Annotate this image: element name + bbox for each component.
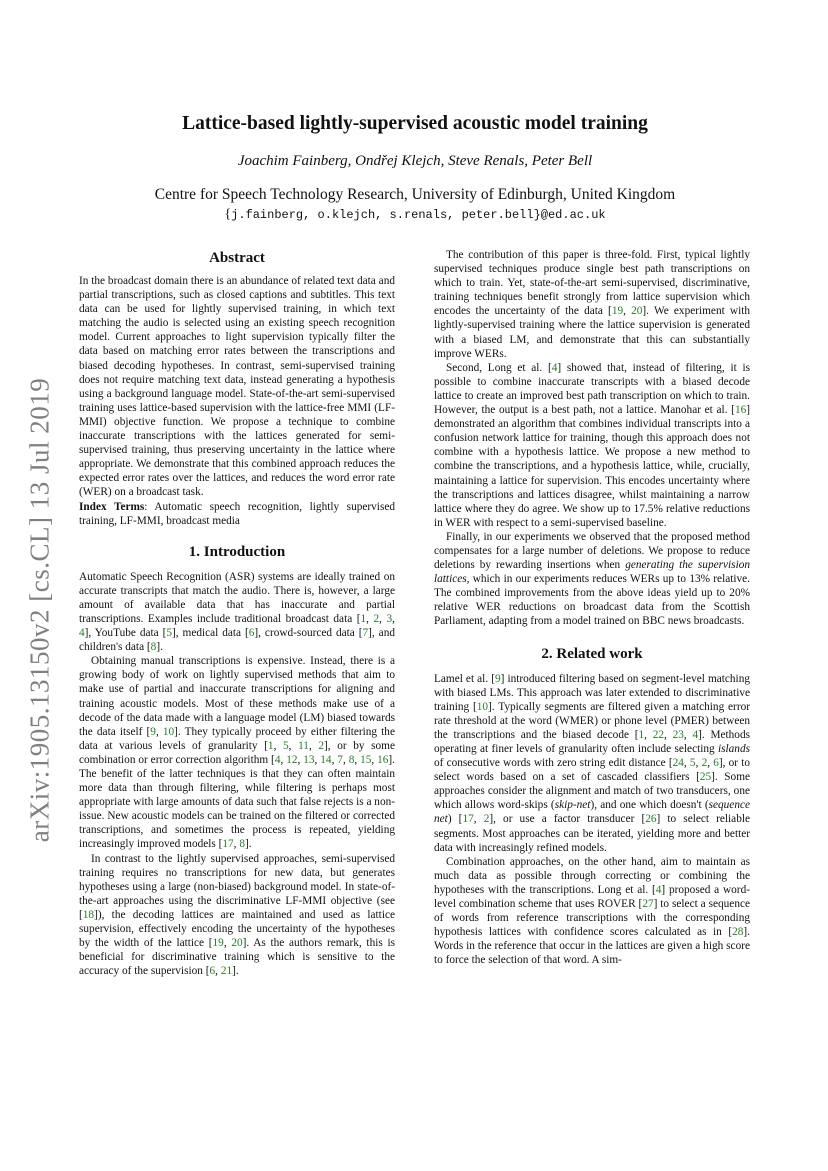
text-run: ]. They typically proceed by either filtering the data at various levels of granularity [ — [79, 725, 395, 752]
arxiv-identifier-text: arXiv:1905.13150v2 [cs.CL] 13 Jul 2019 — [24, 377, 55, 843]
index-terms-text: : Automatic speech recognition, lightly supervised training, LF-MMI, broadcast media — [79, 500, 395, 527]
text-run: , — [288, 739, 299, 752]
citation-link[interactable]: 25 — [699, 771, 712, 784]
related-work-paragraph-2 — [434, 855, 750, 968]
text-run: ] to select a sequence of words from reference transcriptions with the corresponding hypothesis lattices with confidence scores calculated as in [ — [434, 898, 750, 939]
text-run: ]. We experiment with lightly-supervised training where the lattice supervision is generated with a biased LM, and demonstrate that this can substantially improve WERs. — [434, 305, 750, 360]
author-list: Joachim Fainberg, Ondřej Klejch, Steve Renals, Peter Bell — [237, 153, 593, 169]
emails-open-brace: { — [224, 207, 232, 222]
citation-link[interactable]: 24 — [672, 757, 684, 770]
citation-link[interactable]: 5 — [166, 627, 173, 640]
text-run: ], and children's data [ — [79, 627, 395, 654]
text-run: The contribution of this paper is three-fold. First, typical lightly supervised techniques produce single best path transcriptions on which to train. Yet, state-of-the-art semi-supervised, discriminative, training techniques benefit strongly from lattice supervision which encodes the uncertainty of the data [ — [434, 249, 750, 318]
text-run: , — [366, 612, 374, 625]
text-run: ) [ — [447, 813, 463, 826]
text-run: , — [623, 305, 632, 318]
citation-link[interactable]: 9 — [494, 672, 501, 685]
citation-link[interactable]: 4 — [692, 728, 699, 741]
citation-link[interactable]: 8 — [239, 838, 245, 851]
text-run: , — [664, 728, 673, 741]
text-run: ]. The benefit of the latter techniques is that they can often maintain more data than through filtering, while filtering is perhaps most appropriate with large amounts of data such that false rejects is a non-issue. New acoustic models can be trained on the filtered or corrected transcriptions, and sometimes the process is repeated, yielding increasingly improved models [ — [79, 753, 395, 851]
citation-link[interactable]: 6 — [713, 757, 719, 770]
citation-link[interactable]: 2 — [318, 739, 325, 752]
text-run: ], crowd-sourced data [ — [254, 627, 363, 640]
citation-link[interactable]: 2 — [701, 757, 708, 770]
citation-link[interactable]: 11 — [298, 739, 309, 752]
text-run: , — [683, 728, 693, 741]
arxiv-identifier-stamp — [20, 375, 60, 845]
text-run: , — [308, 739, 319, 752]
text-run: ]. Methods operating at finer levels of granularity often include selecting — [434, 728, 750, 755]
affiliation: Centre for Speech Technology Research, University of Edinburgh, United Kingdom — [154, 186, 676, 203]
text-run: ]. — [232, 965, 239, 978]
citation-link[interactable]: 19 — [611, 305, 624, 318]
emphasized-text: generating the supervision lattices — [434, 559, 751, 586]
abstract-heading: Abstract — [209, 250, 265, 266]
paper-header — [70, 110, 760, 223]
citation-link[interactable]: 26 — [645, 813, 657, 826]
text-run: ], medical data [ — [172, 627, 249, 640]
text-run: ], YouTube data [ — [84, 627, 167, 640]
citation-link[interactable]: 7 — [362, 627, 369, 640]
citation-link[interactable]: 1 — [267, 739, 274, 752]
citation-link[interactable]: 20 — [231, 937, 243, 950]
text-run: ] proposed a word-level combination scheme that uses ROVER [ — [434, 883, 750, 911]
third-contribution-paragraph — [434, 530, 750, 629]
index-terms — [79, 500, 395, 528]
citation-link[interactable]: 10 — [476, 700, 489, 713]
index-terms-label: Index Terms — [79, 500, 145, 513]
text-run: , — [331, 753, 338, 766]
text-run: Finally, in our experiments we observed that the proposed method compensates for a large number of deletions. We propose to reduce deletions by rewarding insertions when — [434, 530, 750, 572]
citation-link[interactable]: 20 — [631, 305, 643, 318]
citation-link[interactable]: 28 — [732, 926, 744, 939]
citation-link[interactable]: 19 — [212, 937, 224, 950]
text-run: ]. Words in the reference that occur in the lattices are given a high score to force the selection of that word. A sim- — [434, 926, 750, 967]
citation-link[interactable]: 2 — [483, 813, 490, 826]
text-run: , which in our experiments reduces WERs up to 13% relative. The combined improvements from the above ideas yield up to 20% relative WER reductions on broadcast data from the Scottish Parliament, adapting from a model trained on BBC news broadcasts. — [434, 573, 750, 628]
abstract-text: In the broadcast domain there is an abundance of related text data and partial transcriptions, such as closed captions and subtitles. This text data can be used for lightly supervised training, in which text matching the audio is selected using an existing speech recognition model. Current approaches to light supervision typically filter the data based on matching error rates between the transcriptions and biased decoding hypotheses. In contrast, semi-supervised training does not require matching text data, instead generating a hypothesis using a background language model. State-of-the-art semi-supervised training uses lattice-based supervision with the lattice-free MMI (LF-MMI) objective function. We propose a technique to combine inaccurate transcriptions with the lattices generated for semi-supervised training, thus preserving uncertainty in the lattice where appropriate. We demonstrate that this combined approach reduces the expected error rates over the lattices, and reduces the word error rate (WER) on a broadcast task. — [79, 275, 395, 499]
citation-link[interactable]: 9 — [150, 725, 156, 738]
paper-title: Lattice-based lightly-supervised acoustic model training — [182, 113, 648, 134]
text-run: ]), the decoding lattices are maintained and used as lattice supervision, effectively encoding the uncertainty of the hypotheses by the width of the lattice [ — [79, 908, 395, 950]
text-run: Combination approaches, on the other hand, aim to maintain as much data as possible through correcting or combining the hypotheses with the transcriptions. Long et al. [ — [434, 855, 750, 896]
citation-link[interactable]: 5 — [689, 757, 696, 770]
text-run: ]. Typically segments are filtered given a matching error rate threshold at the word (WMER) or phone level (PMER) between the transcriptions and the biased decode [ — [434, 700, 750, 741]
text-run: , — [354, 753, 361, 766]
emphasized-text: skip-net — [554, 799, 591, 812]
text-run: , — [379, 612, 387, 625]
citation-link[interactable]: 13 — [303, 753, 315, 766]
emails-names: j.fainberg, o.klejch, s.renals, peter.bell — [231, 208, 534, 222]
text-run: , — [707, 757, 714, 770]
intro-paragraph-2 — [79, 654, 395, 851]
text-run: ], or to select words based on a set of cascaded classifiers [ — [434, 757, 751, 784]
citation-link[interactable]: 17 — [222, 838, 234, 851]
citation-link[interactable]: 6 — [209, 965, 216, 978]
citation-link[interactable]: 3 — [386, 612, 393, 625]
text-run: , — [392, 612, 395, 625]
text-run: ], or use a factor transducer [ — [489, 813, 646, 826]
text-run: , — [223, 937, 232, 950]
citation-link[interactable]: 6 — [248, 627, 255, 640]
citation-link[interactable]: 1 — [360, 612, 367, 625]
text-run: In contrast to the lightly supervised approaches, semi-supervised training requires no transcriptions for new data, but generates hypotheses using a large (non-biased) background model. In state-of-the-art approaches using the discriminative LF-MMI objective (see [ — [79, 852, 395, 921]
left-column — [79, 248, 395, 978]
citation-link[interactable]: 4 — [551, 361, 558, 374]
related-work-paragraph-1 — [434, 672, 750, 855]
text-run: ] showed that, instead of filtering, it is possible to combine inaccurate transcripts with a biased decode lattice to create an improved best path transcription on which to train. However, the output is a best path, not a lattice. Manohar et al. [ — [434, 361, 750, 417]
text-run: , — [155, 725, 163, 738]
text-run: ], or by some combination or error correction algorithm [ — [79, 739, 395, 766]
citation-link[interactable]: 7 — [337, 753, 343, 766]
contribution-paragraph — [434, 248, 750, 361]
citation-link[interactable]: 16 — [734, 404, 747, 417]
text-run: , — [371, 753, 378, 766]
text-run: , — [215, 965, 221, 978]
right-column — [434, 248, 750, 968]
citation-link[interactable]: 23 — [672, 728, 684, 741]
citation-link[interactable]: 18 — [82, 908, 95, 921]
citation-link[interactable]: 12 — [286, 753, 298, 766]
text-run: ]. — [244, 838, 252, 851]
emails-domain: }@ed.ac.uk — [533, 208, 606, 222]
related-work-heading: 2. Related work — [541, 645, 643, 662]
citation-link[interactable]: 5 — [282, 739, 289, 752]
text-run: ] demonstrated an algorithm that combines individual transcripts into a confusion network lattice for training, though this approach does not combine with a hypothesis lattice. We propose a new method to combine the transcriptions, and a hypothesis lattice, while, crucially, maintaining a lattice for supervision. This encodes uncertainty where the transcriptions and lattices disagree, whilst maintaining a narrow lattice where they do agree. We show up to 17.5% relative reductions in WER with respect to a semi-supervised baseline. — [434, 404, 750, 529]
text-run: ] to select reliable segments. Most approaches can be iterated, yielding more and better data with increasingly refined models. — [434, 813, 750, 854]
text-run: Obtaining manual transcriptions is expensive. Instead, there is a growing body of work on lightly supervised methods that aim to make use of partial and inaccurate transcriptions for aligning and training acoustic models. Most of these methods make use of a decode of the data made with a language model (LM) biased towards the data itself [ — [79, 655, 395, 738]
citation-link[interactable]: 8 — [348, 753, 355, 766]
emphasized-text: sequence net — [434, 799, 750, 826]
text-run: ), and one which doesn't ( — [590, 799, 709, 812]
intro-paragraph-1 — [79, 570, 395, 655]
text-run: , — [314, 753, 321, 766]
text-run: of consecutive words with zero string edit distance [ — [434, 757, 673, 770]
text-run: , — [297, 753, 304, 766]
citation-link[interactable]: 15 — [360, 753, 372, 766]
text-run: , — [342, 753, 349, 766]
introduction-heading: 1. Introduction — [188, 543, 286, 560]
citation-link[interactable]: 4 — [274, 753, 281, 766]
citation-link[interactable]: 17 — [462, 813, 474, 826]
text-run: , — [280, 753, 287, 766]
citation-link[interactable]: 1 — [638, 728, 645, 741]
citation-link[interactable]: 4 — [655, 883, 662, 896]
citation-link[interactable]: 16 — [377, 753, 389, 766]
text-run: Automatic Speech Recognition (ASR) systems are ideally trained on accurate transcripts that match the audio. There is, however, a large amount of available data that has inaccurate and partial transcriptions. Examples include traditional broadcast data [ — [79, 570, 395, 625]
citation-link[interactable]: 27 — [642, 898, 654, 911]
text-run: , — [233, 838, 240, 851]
text-run: ]. As the authors remark, this is beneficial for discriminative training which is sensitive to the accuracy of the supervision [ — [79, 937, 395, 978]
citation-link[interactable]: 2 — [373, 612, 380, 625]
text-run: , — [473, 813, 484, 826]
text-run: Second, Long et al. [ — [446, 361, 552, 374]
citation-link[interactable]: 8 — [150, 641, 157, 654]
citation-link[interactable]: 10 — [162, 725, 175, 738]
text-run: , — [695, 757, 702, 770]
citation-link[interactable]: 4 — [79, 627, 85, 640]
citation-link[interactable]: 22 — [652, 728, 665, 741]
emphasized-text: islands — [717, 743, 750, 755]
text-run: , — [644, 728, 653, 741]
citation-link[interactable]: 21 — [220, 965, 233, 978]
second-contribution-paragraph — [434, 361, 750, 530]
text-run: ] introduced filtering based on segment-level matching with biased LMs. This approach was later extended to discriminative training [ — [434, 672, 750, 713]
text-run: ]. — [156, 641, 163, 654]
text-run: , — [683, 757, 690, 770]
intro-paragraph-3 — [79, 852, 395, 979]
text-run: , — [273, 739, 283, 752]
citation-link[interactable]: 14 — [320, 753, 332, 766]
text-run: Lamel et al. [ — [434, 672, 495, 685]
author-emails — [70, 207, 760, 223]
text-run: ]. Some approaches consider the alignment and match of two transducers, one which allows word-skips ( — [434, 771, 750, 812]
